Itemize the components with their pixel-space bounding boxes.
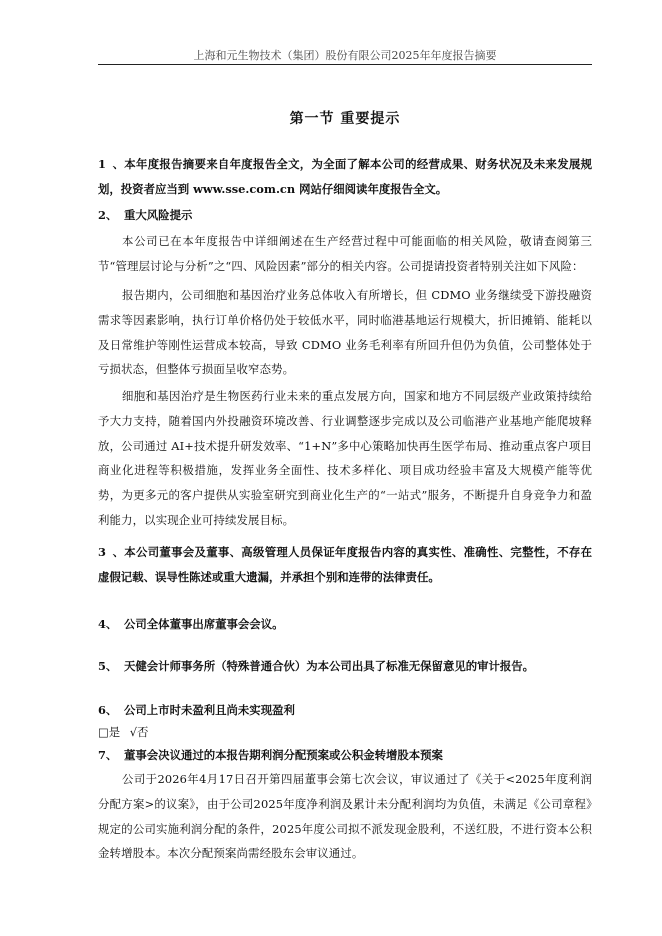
item-7-paragraph-1: 公司于2026年4月17日召开第四届董事会第七次会议，审议通过了《关于<2025年度利润分配方案>的议案》，由于公司2025年度净利润及累计未分配利润均为负值，未满足《公司章程》规定的公司实施利润分配的条件，2025年度公司拟不派发现金股利，不送红股，不进行资本公积金转增股本。本次分配预案尚需经股东会审议通过。 xyxy=(98,772,592,861)
item-6-number: 6、 xyxy=(98,703,118,717)
item-4 xyxy=(98,612,592,637)
option-yes-checkbox: □是 xyxy=(98,725,121,739)
item-1-text-1: 本年度报告摘要来自年度报告全文，为全面了解本公司的经营成果、财务状况及未来发展规 xyxy=(124,157,592,171)
item-5-number: 5、 xyxy=(98,659,118,673)
item-3-line-1 xyxy=(98,540,592,565)
item-1-line-1 xyxy=(98,152,592,177)
section-title: 第一节 重要提示 xyxy=(289,111,401,127)
item-6-options xyxy=(98,720,592,745)
item-1-number: 1、 xyxy=(98,157,124,171)
item-7-title: 董事会决议通过的本报告期利润分配预案或公积金转增股本预案 xyxy=(124,748,443,762)
item-3 xyxy=(98,540,592,590)
item-5 xyxy=(98,654,592,679)
item-6-text: 公司上市时未盈利且尚未实现盈利 xyxy=(124,703,295,717)
item-2-paragraph-1: 本公司已在本年度报告中详细阐述在生产经营过程中可能面临的相关风险，敬请查阅第三节“管理层讨论与分析”之“四、风险因素”部分的相关内容。公司提请投资者特别关注如下风险： xyxy=(98,234,592,273)
item-7-heading xyxy=(98,743,592,768)
item-5-text: 天健会计师事务所（特殊普通合伙）为本公司出具了标准无保留意见的审计报告。 xyxy=(124,659,535,673)
item-2-heading xyxy=(98,203,592,228)
item-2-title: 重大风险提示 xyxy=(124,208,193,222)
item-4-number: 4、 xyxy=(98,617,118,631)
item-7-number: 7、 xyxy=(98,748,118,762)
item-3-text-1: 本公司董事会及董事、高级管理人员保证年度报告内容的真实性、准确性、完整性，不存在 xyxy=(124,545,592,559)
item-3-line-2: 虚假记载、误导性陈述或重大遗漏，并承担个别和连带的法律责任。 xyxy=(98,569,440,584)
item-3-number: 3、 xyxy=(98,545,124,559)
item-2-paragraph-2: 报告期内，公司细胞和基因治疗业务总体收入有所增长，但 CDMO 业务继续受下游投融资需求等因素影响，执行订单价格仍处于较低水平，同时临港基地运行规模大，折旧摊销、能耗以及日常维护等刚性运营成本较高，导致 CDMO 业务毛利率有所回升但仍为负值，公司整体处于亏损状态，但整体亏损面呈收窄态势。 xyxy=(98,288,592,377)
item-4-text: 公司全体董事出席董事会会议。 xyxy=(124,617,284,631)
item-1 xyxy=(98,152,592,202)
item-2-number: 2、 xyxy=(98,208,118,222)
option-no-checkbox: √否 xyxy=(129,725,149,739)
running-header: 上海和元生物技术（集团）股份有限公司2025年年度报告摘要 xyxy=(193,49,497,62)
item-1-line-2: 划，投资者应当到 www.sse.com.cn 网站仔细阅读年度报告全文。 xyxy=(98,181,448,196)
header-rule xyxy=(98,64,592,65)
item-2-paragraph-3: 细胞和基因治疗是生物医药行业未来的重点发展方向，国家和地方不同层级产业政策持续给予大力支持，随着国内外投融资环境改善、行业调整逐步完成以及公司临港产业基地产能爬坡释放，公司通过 AI+技术提升研发效率、“1+N”多中心策略加快再生医学布局、推动重点客户项目商业化进程等积极措施，发挥业务全面性、技术多样化、项目成功经验丰富及大规模产能等优势，为更多元的客户提供从实验室研究到商业化生产的“一站式”服务，不断提升自身竞争力和盈利能力，以实现企业可持续发展目标。 xyxy=(98,389,592,527)
